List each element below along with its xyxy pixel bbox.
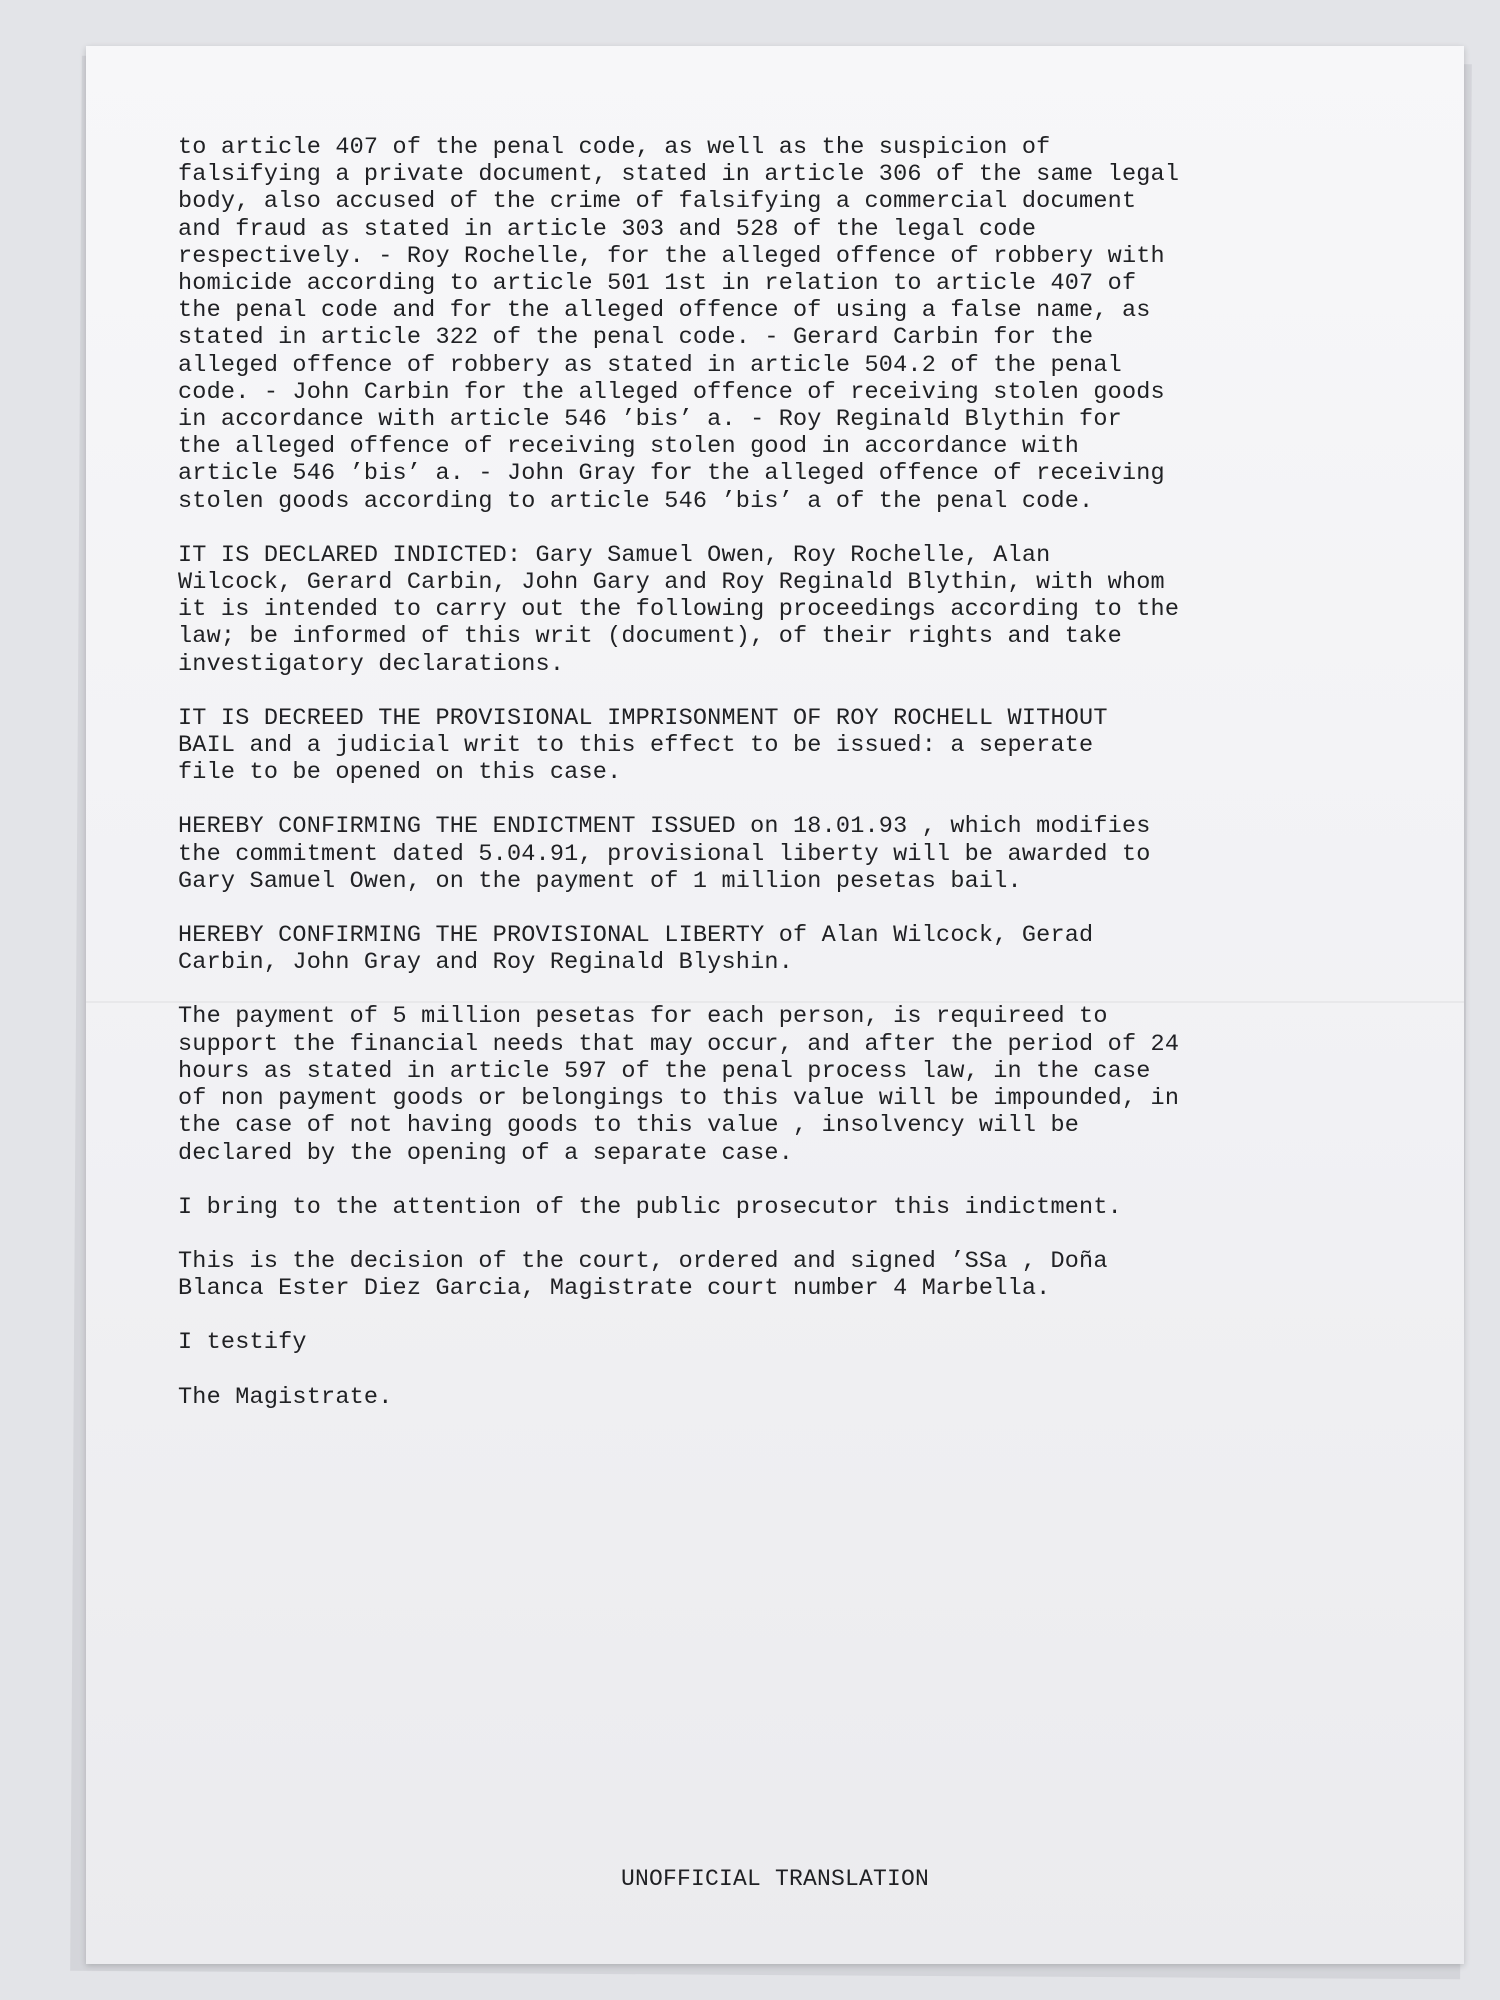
document-page xyxy=(86,46,1464,1964)
paragraph-prosecutor: I bring to the attention of the public prosecutor this indictment. xyxy=(178,1193,1122,1221)
paragraph-payment: The payment of 5 million pesetas for each person, is requireed to support the financial needs that may occur, and after the period of 24 hours as stated in article 597 of the penal process law, in the case of non payment goods or belongings to this value will be impounded, in the case of not having goods to this value , insolvency will be declared by the opening of a separate case. xyxy=(178,1003,1180,1167)
footer-label: UNOFFICIAL TRANSLATION xyxy=(620,1866,930,1892)
paragraph-endictment: HEREBY CONFIRMING THE ENDICTMENT ISSUED on 18.01.93 , which modifies the commitment dated 5.04.91, provisional liberty will be awarded to Gary Samuel Owen, on the payment of 1 million pesetas bail. xyxy=(178,813,1151,895)
paragraph-provisional-liberty: HEREBY CONFIRMING THE PROVISIONAL LIBERTY of Alan Wilcock, Gerad Carbin, John Gray and Roy Reginald Blyshin. xyxy=(178,922,1094,977)
paragraph-magistrate: The Magistrate. xyxy=(178,1383,393,1411)
document-body xyxy=(178,134,1438,1438)
paragraph-imprisonment: IT IS DECREED THE PROVISIONAL IMPRISONMENT OF ROY ROCHELL WITHOUT BAIL and a judicial writ to this effect to be issued: a seperate file to be opened on this case. xyxy=(178,704,1108,787)
paragraph-decision: This is the decision of the court, ordered and signed ’SSa , Doña Blanca Ester Diez Garcia, Magistrate court number 4 Marbella. xyxy=(178,1247,1108,1303)
paragraph-indicted: IT IS DECLARED INDICTED: Gary Samuel Owen, Roy Rochelle, Alan Wilcock, Gerard Carbin, John Gary and Roy Reginald Blythin, with whom it is intended to carry out the following proceedings according to the law; be informed of this writ (document), of their rights and take investigatory declarations. xyxy=(178,541,1180,678)
paragraph-charges: to article 407 of the penal code, as well as the suspicion of falsifying a private document, stated in article 306 of the same legal body, also accused of the crime of falsifying a commercial document and fraud as stated in article 303 and 528 of the legal code respectively. - Roy Rochelle, for the alleged offence of robbery with homicide according to article 501 1st in relation to article 407 of the penal code and for the alleged offence of using a false name, as stated in article 322 of the penal code. - Gerard Carbin for the alleged offence of robbery as stated in article 504.2 of the penal code. - John Carbin for the alleged offence of receiving stolen goods in accordance with article 546 ’bis’ a. - Roy Reginald Blythin for the alleged offence of receiving stolen good in accordance with article 546 ’bis’ a. - John Gray for the alleged offence of receiving stolen goods according to article 546 ’bis’ a of the penal code. xyxy=(178,134,1180,515)
paragraph-testify: I testify xyxy=(178,1329,307,1357)
